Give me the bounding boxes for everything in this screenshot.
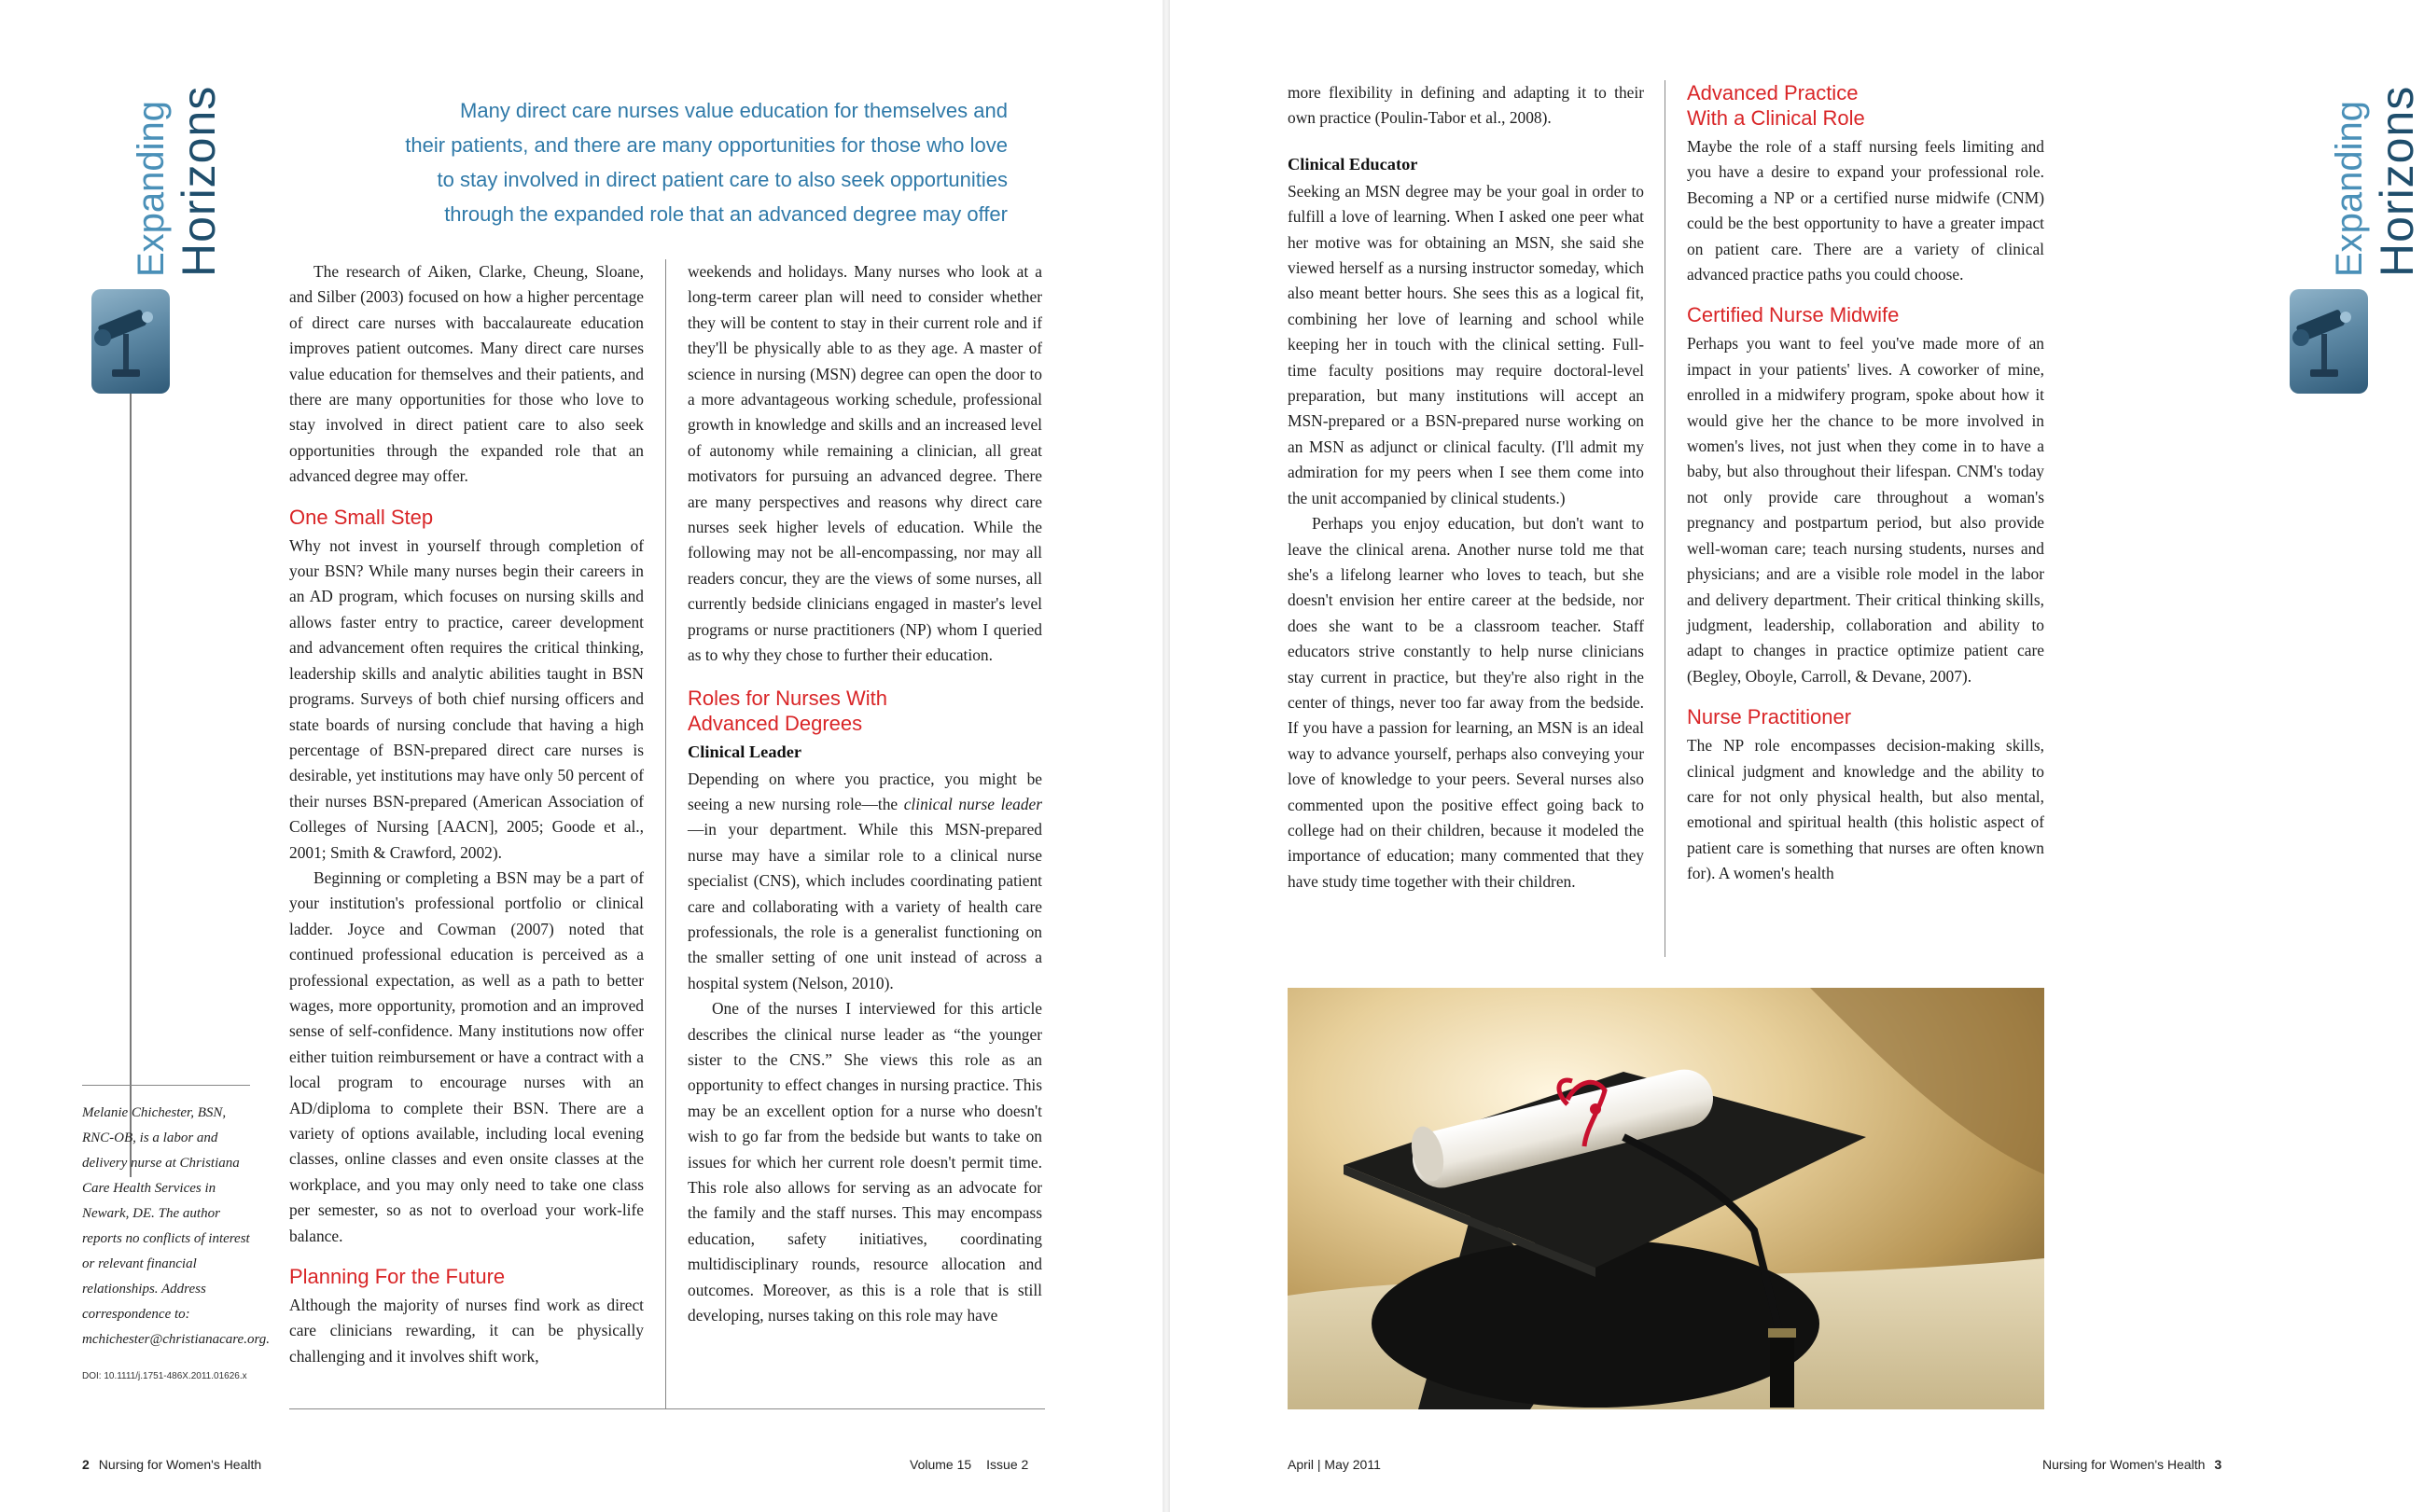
pull-quote-line: Many direct care nurses value education for themselves and [460, 99, 1008, 122]
paragraph [688, 767, 1042, 997]
telescope-icon [91, 289, 170, 394]
heading-line: With a Clinical Role [1687, 106, 1865, 130]
heading-line: Advanced Practice [1687, 81, 1859, 104]
journal-name: Nursing for Women's Health [98, 1457, 262, 1472]
heading-advanced-practice [1687, 80, 2044, 131]
pull-quote [280, 93, 1008, 231]
article-column-2 [688, 259, 1042, 1328]
paragraph: Perhaps you want to feel you've made more of an impact in your patients' lives. A coworker of mine, enrolled in a midwifery program, spoke about how it would give her the chance to be more involved in women's lives, not just when they come in to have a baby, but also throughout their lifespan. CNM's today not only provide care throughout a woman's pregnancy and postpartum period, but also provide well-woman care; teach nursing students, nurses and physicians; and are a visible role model in the labor and delivery department. Their critical thinking skills, judgment, leadership, collaboration and ability to adapt to changes in practice optimize patient care (Begley, Oboyle, Carroll, & Devane, 2007). [1687, 334, 2044, 686]
author-bio: Melanie Chichester, BSN, RNC-OB, is a labor and delivery nurse at Christiana Care Health Services in Newark, DE. The author reports no conflicts of interest or relevant financial relationships. Address correspondence to: mchichester@christianacare.org. [82, 1105, 270, 1347]
brand-wordmark [91, 85, 225, 282]
text-run: —in your department. While this MSN-prepared nurse may have a similar role to a clinical nurse specialist (CNS), which includes coordinating patient care and collaborating with a variety of health care professionals, the role is a generalist functioning on the smaller setting of one unit instead of across a hospital system (Nelson, 2010). [688, 820, 1042, 992]
paragraph: Why not invest in yourself through completion of your BSN? While many nurses begin their careers in an AD program, which focuses on nursing skills and allows faster entry to practice, career development and advancement often requires the critical thinking, leadership skills and analytic abilities taught in BSN programs. Surveys of both chief nursing officers and state boards of nursing conclude that having a high percentage of BSN-prepared direct care nurses is desirable, yet institutions may have only 50 percent of their nurses BSN-prepared (American Association of Colleges of Nursing [AACN], 2005; Goode et al., 2001; Smith & Crawford, 2002). [289, 535, 644, 862]
paragraph: Seeking an MSN degree may be your goal in order to fulfill a love of learning. When I asked one peer what her motive was for obtaining an MSN, she said she viewed herself as a nursing instructor someday, which also meant better hours. She sees this as a logical fit, combining her love of learning and school while keeping her in touch with the clinical setting. Full-time faculty positions may require doctoral-level preparation, but many institutions will accept an MSN-prepared or a BSN-prepared nurse working on an MSN as adjunct or clinical faculty. (I'll admit my admiration for my peers when I see them come into the unit accompanied by clinical students.) [1288, 181, 1644, 507]
brand-sidebar-left [91, 85, 225, 1112]
pull-quote-line: to stay involved in direct patient care to also seek opportunities [437, 168, 1008, 191]
paragraph: weekends and holidays. Many nurses who look at a long-term career plan will need to consider whether they will be content to stay in their current role and if they'll be physically able to as they age. A master of science in nursing (MSN) degree can open the door to a more advantageous working schedule, professional growth in knowledge and skills and an increased level of autonomy while remaining a clinician, all great motivators for pursuing an advanced degree. There are many perspectives and reasons why direct care nurses seek higher levels of education. While the following may not be all-encompassing, nor may all readers concur, they are the views of some nurses, all currently bedside clinicians engaged in master's level programs or nurse practitioners (NP) whom I queried as to why they chose to further their education. [688, 262, 1042, 665]
page-gutter [1163, 0, 1170, 1512]
telescope-icon [2290, 289, 2368, 394]
column-divider [665, 259, 666, 1408]
paragraph: Although the majority of nurses find work as direct care clinicians rewarding, it can be physically challenging and it involves shift work, [289, 1296, 644, 1366]
subheading-clinical-leader: Clinical Leader [688, 742, 802, 761]
bottom-rule [289, 1408, 1045, 1409]
brand-word-expanding: Expanding [131, 100, 172, 277]
heading-one-small-step: One Small Step [289, 505, 434, 529]
paragraph: Perhaps you enjoy education, but don't want to leave the clinical arena. Another nurse told me that she's a lifelong learner who loves to teach, but she doesn't envision her entire career at the bedside, nor does she want to be a classroom teacher. Staff educators strive constantly to help nurse clinicians stay current in practice, but they're also right in the center of things, never too far away from the bedside. If you have a passion for learning, an MSN is an ideal way to advance yourself, perhaps also conveying your love of knowledge to your peers. Several nurses also commented upon the positive effect going back to college had on their children, because it modeled the importance of education; many commented that they have study time together with their children. [1288, 514, 1644, 891]
left-page [0, 0, 1163, 1512]
subheading-clinical-educator: Clinical Educator [1288, 154, 1418, 173]
heading-roles-advanced-degrees [688, 686, 1042, 736]
issue: Issue 2 [986, 1457, 1029, 1472]
journal-name: Nursing for Women's Health [2042, 1457, 2206, 1472]
paragraph: The NP role encompasses decision-making skills, clinical judgment and knowledge and the ability to care for not only physical health, but also mental, emotional and spiritual health (this holistic aspect of patient care is something that nurses are often known for). A women's health [1687, 736, 2044, 883]
paragraph-intro: The research of Aiken, Clarke, Cheung, Sloane, and Silber (2003) focused on how a higher percentage of direct care nurses with baccalaureate education improves patient outcomes. Many direct care nurses value education for themselves and their patients, and there are many opportunities for those who love to stay involved in direct patient care to also seek opportunities through the expanded role that an advanced degree may offer. [289, 262, 644, 486]
heading-planning-future: Planning For the Future [289, 1265, 506, 1289]
brand-word-expanding: Expanding [2329, 100, 2370, 277]
brand-vertical-rule [130, 394, 132, 1177]
pull-quote-line: their patients, and there are many opportunities for those who love [405, 133, 1008, 157]
article-column-4 [1687, 80, 2044, 887]
brand-sidebar-right [2290, 85, 2423, 403]
right-page [1170, 0, 2423, 1512]
heading-line: Roles for Nurses With [688, 686, 887, 710]
article-column-1 [289, 259, 644, 1369]
heading-line: Advanced Degrees [688, 711, 863, 735]
paragraph: Beginning or completing a BSN may be a part of your institution's professional portfolio or clinical ladder. Joyce and Cowman (2007) noted that continued professional education is perceived as a professional expectation, as well as a path to better wages, more opportunity, promotion and an improved sense of self-confidence. Many institutions now offer either tuition reimbursement or have a contract with a local program to encourage nurses with an AD/diploma to complete their BSN. There are a variety of options available, including local evening classes, online classes and even onsite classes at the workplace, and you may only need to take one class per semester, so as not to overload your work-life balance. [289, 867, 644, 1245]
graduation-cap-photo [1288, 988, 2044, 1409]
footer-date [1288, 1457, 1381, 1472]
brand-word-horizons: Horizons [2371, 85, 2423, 277]
volume: Volume 15 [910, 1457, 972, 1472]
bio-rule [82, 1085, 250, 1086]
brand-word-horizons: Horizons [173, 85, 225, 277]
paragraph: Maybe the role of a staff nursing feels limiting and you have a desire to expand your professional role. Becoming a NP or a certified nurse midwife (CNM) could be the best opportunity to have a greater impact on patient care. There are a variety of clinical advanced practice paths you could choose. [1687, 137, 2044, 284]
footer-right [2042, 1457, 2222, 1472]
paragraph: more flexibility in defining and adapting it to their own practice (Poulin-Tabor et al., 2008). [1288, 83, 1644, 128]
article-column-3 [1288, 80, 1644, 895]
heading-nurse-practitioner: Nurse Practitioner [1687, 705, 1852, 729]
footer-volume [910, 1457, 1028, 1472]
pull-quote-line: through the expanded role that an advanced degree may offer [444, 202, 1008, 226]
doi-text: DOI: 10.1111/j.1751-486X.2011.01626.x [82, 1371, 247, 1381]
page-number: 3 [2214, 1457, 2222, 1472]
footer-left [82, 1457, 261, 1472]
page-number: 2 [82, 1457, 90, 1472]
emphasis-text: clinical nurse leader [903, 794, 1042, 813]
paragraph: One of the nurses I interviewed for this article describes the clinical nurse leader as “the younger sister to the CNS.” She views this role as an opportunity to effect changes in nursing practice. This may be an excellent option for a nurse who doesn't wish to go far from the bedside but wants to take on issues for which her current role doesn't permit time. This role also allows for serving as an advocate for the family and the staff nurses. This may encompass education, safety initiatives, coordinating multidisciplinary rounds, resource allocation and outcomes. Moreover, as this is a role that is still developing, nurses taking on this role may have [688, 999, 1042, 1325]
text-run: Depending on where you practice, you might be seeing a new nursing role—the [688, 769, 1042, 813]
issue-date: April | May 2011 [1288, 1457, 1381, 1472]
heading-certified-nurse-midwife: Certified Nurse Midwife [1687, 303, 1900, 327]
brand-wordmark [2290, 85, 2423, 282]
